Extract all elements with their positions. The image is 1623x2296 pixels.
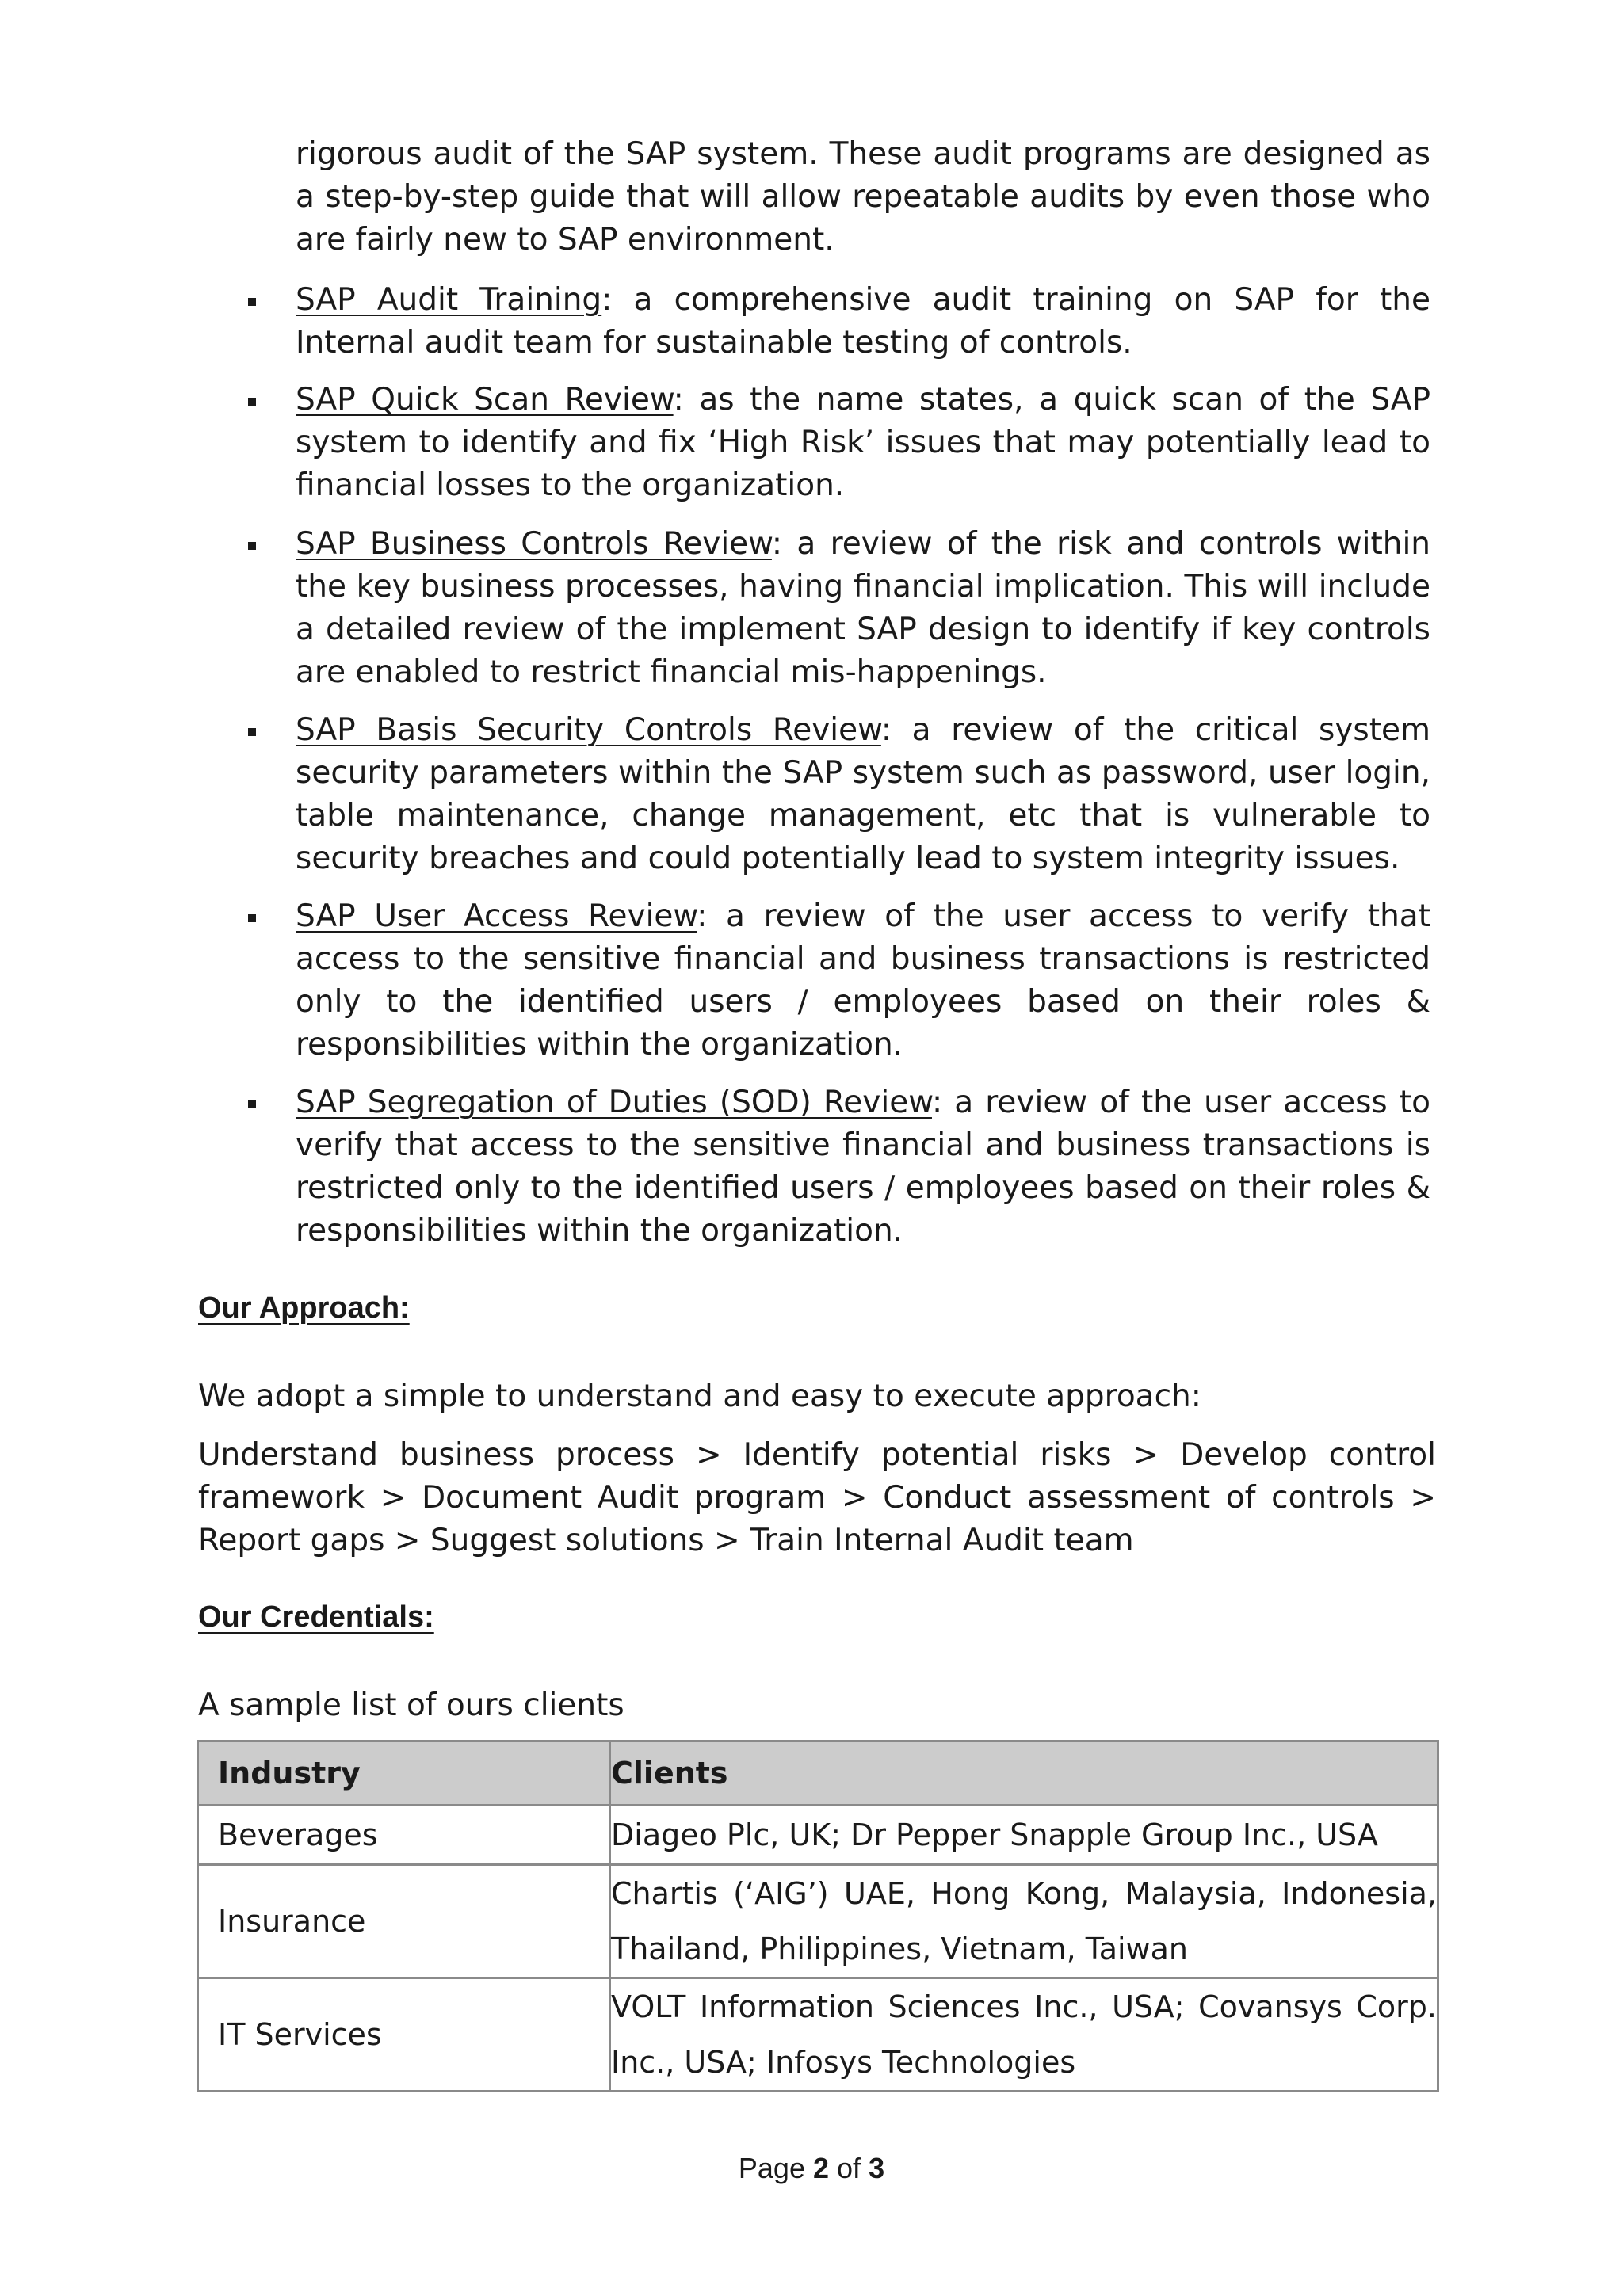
service-title: SAP Basis Security Controls Review [296,712,881,748]
clients-cell: VOLT Information Sciences Inc., USA; Covansys Corp. Inc., USA; Infosys Technologies [610,1978,1438,2092]
list-item-text [296,523,1430,694]
table-row [198,1865,1438,1978]
service-description: : a review of the user access to verify that access to the sensitive financial and business transactions is restricted only to the identified users / employees based on their roles & responsibilities within the organization. [296,1085,1430,1249]
list-item-text [296,895,1430,1066]
table-header-clients: Clients [610,1741,1438,1806]
table-header-industry: Industry [198,1741,610,1806]
list-item-text [296,379,1430,507]
page-label: Page [738,2152,805,2184]
total-pages-number: 3 [869,2152,885,2184]
service-title: SAP Quick Scan Review [296,382,674,418]
list-item-text [296,1081,1430,1253]
page-of-label: of [837,2152,861,2184]
clients-table [197,1740,1439,2092]
table-header-row [198,1741,1438,1806]
industry-cell: Insurance [198,1865,610,1978]
table-row [198,1806,1438,1865]
clients-cell: Chartis (‘AIG’) UAE, Hong Kong, Malaysia, Indonesia, Thailand, Philippines, Vietnam, Taiwan [610,1865,1438,1978]
credentials-intro: A sample list of ours clients [198,1688,624,1723]
service-description: : a comprehensive audit training on SAP for the Internal audit team for sustainable testing of controls. [296,282,1430,360]
industry-cell: IT Services [198,1978,610,2092]
page-number-footer [0,2152,1623,2185]
service-description: : as the name states, a quick scan of the SAP system to identify and fix ‘High Risk’ issues that may potentially lead to financial losses to the organization. [296,382,1431,503]
industry-cell: Beverages [198,1806,610,1865]
service-description: : a review of the user access to verify that access to the sensitive financial and business transactions is restricted only to the identified users / employees based on their roles & responsibilities within the organization. [296,898,1430,1062]
square-bullet-icon [248,914,256,922]
approach-heading: Our Approach: [198,1291,410,1325]
service-title: SAP User Access Review [296,898,697,934]
current-page-number: 2 [812,2152,830,2184]
list-item-text [296,279,1430,364]
service-title: SAP Segregation of Duties (SOD) Review [296,1085,932,1120]
table-row [198,1978,1438,2092]
square-bullet-icon [248,398,256,406]
intro-continuation-paragraph: rigorous audit of the SAP system. These audit programs are designed as a step-by-step guide that will allow repeatable audits by even those who are fairly new to SAP environment. [296,136,1430,257]
square-bullet-icon [248,728,256,736]
service-title: SAP Business Controls Review [296,526,772,562]
square-bullet-icon [248,298,256,306]
clients-cell: Diageo Plc, UK; Dr Pepper Snapple Group Inc., USA [610,1806,1438,1865]
square-bullet-icon [248,542,256,550]
approach-steps: Understand business process > Identify potential risks > Develop control framework > Document Audit program > Conduct assessment of controls > Report gaps > Suggest solutions > Train Internal Audit team [198,1437,1436,1558]
list-item-text [296,709,1430,880]
service-description: : a review of the critical system security parameters within the SAP system such as password, user login, table maintenance, change management, etc that is vulnerable to security breaches and could potentially lead to system integrity issues. [296,712,1430,876]
square-bullet-icon [248,1100,256,1108]
credentials-heading: Our Credentials: [198,1600,434,1634]
service-title: SAP Audit Training [296,282,602,318]
approach-intro: We adopt a simple to understand and easy to execute approach: [198,1379,1201,1414]
service-description: : a review of the risk and controls within the key business processes, having financial implication. This will include a detailed review of the implement SAP design to identify if key controls are enabled to restrict financial mis-happenings. [296,526,1431,690]
